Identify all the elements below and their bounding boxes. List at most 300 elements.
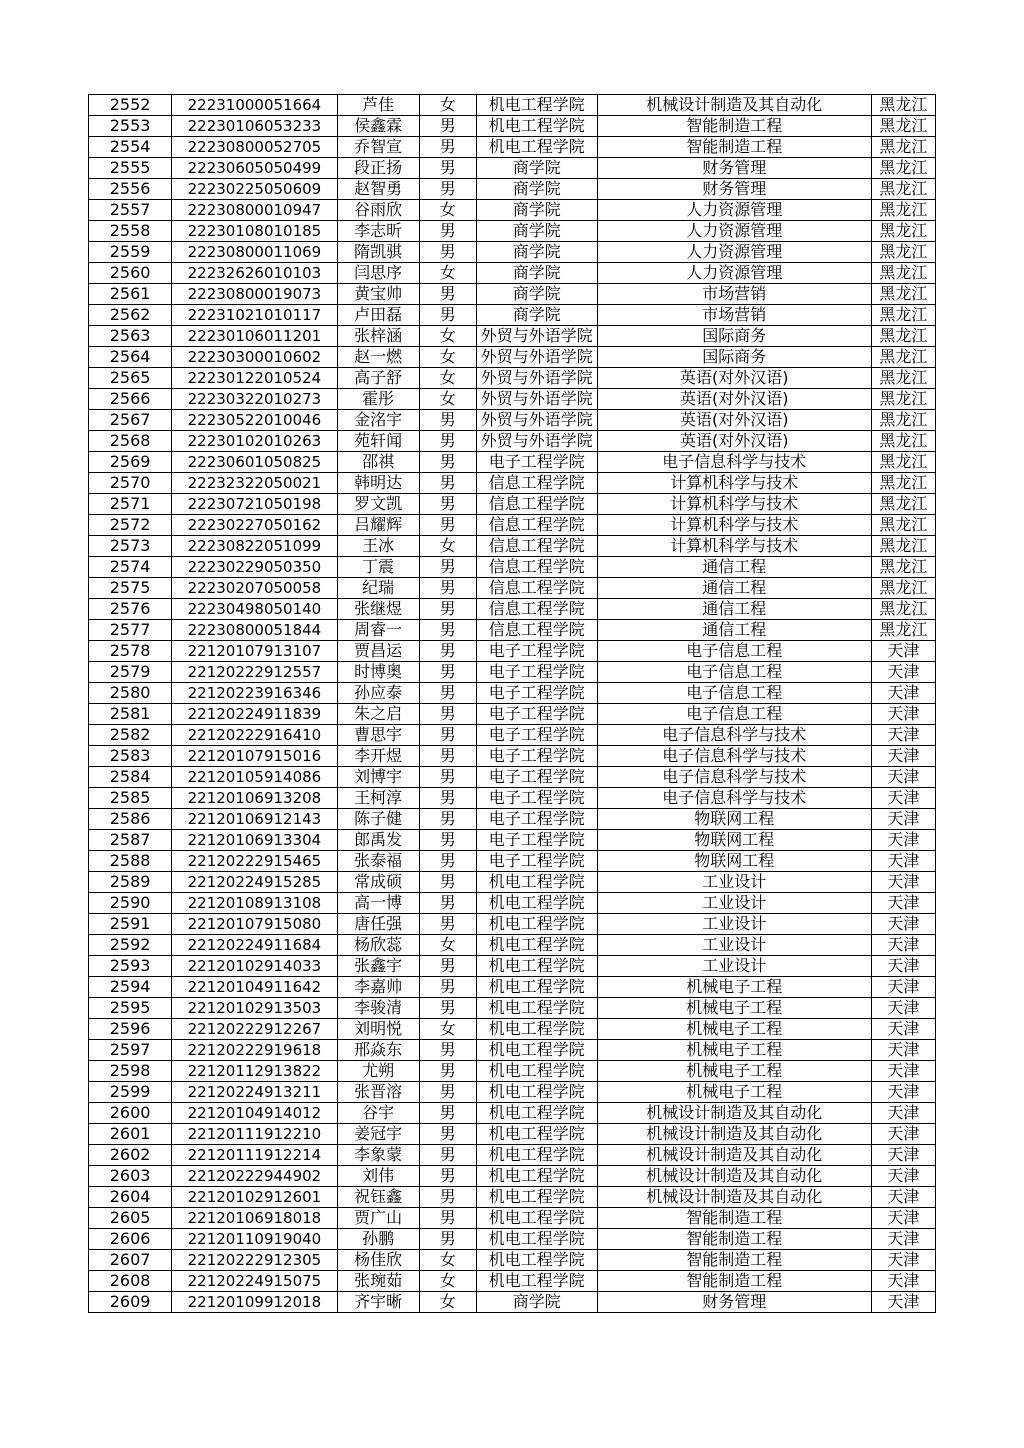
province-cell: 天津 xyxy=(871,641,935,662)
province-cell: 黑龙江 xyxy=(871,263,935,284)
college-cell: 机电工程学院 xyxy=(476,977,597,998)
table-row xyxy=(89,1208,936,1229)
student-name-cell: 贾广山 xyxy=(337,1208,419,1229)
province-cell: 天津 xyxy=(871,1145,935,1166)
college-cell: 机电工程学院 xyxy=(476,1208,597,1229)
gender-cell: 男 xyxy=(419,494,476,515)
student-name-cell: 常成硕 xyxy=(337,872,419,893)
row-number-cell: 2553 xyxy=(89,116,172,137)
major-cell: 工业设计 xyxy=(597,893,871,914)
exam-id-cell: 22120106913304 xyxy=(172,830,337,851)
row-number-cell: 2557 xyxy=(89,200,172,221)
college-cell: 机电工程学院 xyxy=(476,116,597,137)
college-cell: 电子工程学院 xyxy=(476,704,597,725)
student-name-cell: 罗文凯 xyxy=(337,494,419,515)
college-cell: 机电工程学院 xyxy=(476,893,597,914)
table-row xyxy=(89,410,936,431)
student-name-cell: 朱之启 xyxy=(337,704,419,725)
gender-cell: 女 xyxy=(419,1271,476,1292)
province-cell: 黑龙江 xyxy=(871,284,935,305)
row-number-cell: 2574 xyxy=(89,557,172,578)
student-name-cell: 赵一燃 xyxy=(337,347,419,368)
table-row xyxy=(89,683,936,704)
gender-cell: 男 xyxy=(419,725,476,746)
exam-id-cell: 22120111912214 xyxy=(172,1145,337,1166)
province-cell: 天津 xyxy=(871,1103,935,1124)
gender-cell: 男 xyxy=(419,767,476,788)
student-name-cell: 李志昕 xyxy=(337,221,419,242)
exam-id-cell: 22120105914086 xyxy=(172,767,337,788)
row-number-cell: 2576 xyxy=(89,599,172,620)
row-number-cell: 2586 xyxy=(89,809,172,830)
college-cell: 机电工程学院 xyxy=(476,872,597,893)
gender-cell: 男 xyxy=(419,977,476,998)
exam-id-cell: 22230721050198 xyxy=(172,494,337,515)
province-cell: 天津 xyxy=(871,662,935,683)
row-number-cell: 2562 xyxy=(89,305,172,326)
row-number-cell: 2579 xyxy=(89,662,172,683)
table-body xyxy=(89,95,936,1313)
gender-cell: 女 xyxy=(419,1292,476,1313)
college-cell: 电子工程学院 xyxy=(476,788,597,809)
college-cell: 机电工程学院 xyxy=(476,137,597,158)
province-cell: 黑龙江 xyxy=(871,347,935,368)
province-cell: 天津 xyxy=(871,935,935,956)
exam-id-cell: 22120112913822 xyxy=(172,1061,337,1082)
gender-cell: 男 xyxy=(419,1145,476,1166)
major-cell: 物联网工程 xyxy=(597,830,871,851)
province-cell: 黑龙江 xyxy=(871,305,935,326)
table-row xyxy=(89,998,936,1019)
college-cell: 电子工程学院 xyxy=(476,725,597,746)
province-cell: 黑龙江 xyxy=(871,326,935,347)
exam-id-cell: 22230229050350 xyxy=(172,557,337,578)
gender-cell: 男 xyxy=(419,914,476,935)
major-cell: 电子信息工程 xyxy=(597,641,871,662)
table-row xyxy=(89,137,936,158)
province-cell: 黑龙江 xyxy=(871,95,935,116)
student-name-cell: 纪瑞 xyxy=(337,578,419,599)
college-cell: 机电工程学院 xyxy=(476,1271,597,1292)
table-row xyxy=(89,599,936,620)
exam-id-cell: 22120223916346 xyxy=(172,683,337,704)
major-cell: 国际商务 xyxy=(597,326,871,347)
gender-cell: 男 xyxy=(419,956,476,977)
row-number-cell: 2575 xyxy=(89,578,172,599)
student-name-cell: 孙应泰 xyxy=(337,683,419,704)
province-cell: 天津 xyxy=(871,1208,935,1229)
college-cell: 机电工程学院 xyxy=(476,1082,597,1103)
student-name-cell: 杨欣蕊 xyxy=(337,935,419,956)
gender-cell: 男 xyxy=(419,704,476,725)
exam-id-cell: 22230800019073 xyxy=(172,284,337,305)
row-number-cell: 2578 xyxy=(89,641,172,662)
exam-id-cell: 22120111912210 xyxy=(172,1124,337,1145)
row-number-cell: 2566 xyxy=(89,389,172,410)
table-row xyxy=(89,1166,936,1187)
student-name-cell: 隋凯骐 xyxy=(337,242,419,263)
province-cell: 天津 xyxy=(871,956,935,977)
student-name-cell: 段正扬 xyxy=(337,158,419,179)
exam-id-cell: 22120106913208 xyxy=(172,788,337,809)
major-cell: 机械设计制造及其自动化 xyxy=(597,1124,871,1145)
student-name-cell: 王冰 xyxy=(337,536,419,557)
student-name-cell: 李骏清 xyxy=(337,998,419,1019)
row-number-cell: 2567 xyxy=(89,410,172,431)
gender-cell: 男 xyxy=(419,578,476,599)
table-row xyxy=(89,158,936,179)
student-name-cell: 周睿一 xyxy=(337,620,419,641)
major-cell: 人力资源管理 xyxy=(597,263,871,284)
row-number-cell: 2605 xyxy=(89,1208,172,1229)
province-cell: 天津 xyxy=(871,977,935,998)
table-row xyxy=(89,830,936,851)
student-name-cell: 邵祺 xyxy=(337,452,419,473)
exam-id-cell: 22120222912267 xyxy=(172,1019,337,1040)
major-cell: 英语(对外汉语) xyxy=(597,389,871,410)
gender-cell: 男 xyxy=(419,305,476,326)
exam-id-cell: 22120108913108 xyxy=(172,893,337,914)
table-row xyxy=(89,977,936,998)
college-cell: 电子工程学院 xyxy=(476,683,597,704)
student-name-cell: 杨佳欣 xyxy=(337,1250,419,1271)
exam-id-cell: 22230106011201 xyxy=(172,326,337,347)
exam-id-cell: 22120109912018 xyxy=(172,1292,337,1313)
gender-cell: 女 xyxy=(419,935,476,956)
table-row xyxy=(89,389,936,410)
table-row xyxy=(89,305,936,326)
college-cell: 机电工程学院 xyxy=(476,998,597,1019)
college-cell: 外贸与外语学院 xyxy=(476,410,597,431)
exam-id-cell: 22231021010117 xyxy=(172,305,337,326)
major-cell: 国际商务 xyxy=(597,347,871,368)
table-row xyxy=(89,1145,936,1166)
college-cell: 机电工程学院 xyxy=(476,1061,597,1082)
exam-id-cell: 22120222916410 xyxy=(172,725,337,746)
major-cell: 工业设计 xyxy=(597,935,871,956)
exam-id-cell: 22120104914012 xyxy=(172,1103,337,1124)
province-cell: 黑龙江 xyxy=(871,431,935,452)
gender-cell: 男 xyxy=(419,284,476,305)
province-cell: 黑龙江 xyxy=(871,221,935,242)
province-cell: 天津 xyxy=(871,746,935,767)
major-cell: 智能制造工程 xyxy=(597,1229,871,1250)
row-number-cell: 2555 xyxy=(89,158,172,179)
row-number-cell: 2563 xyxy=(89,326,172,347)
row-number-cell: 2601 xyxy=(89,1124,172,1145)
student-name-cell: 闫思序 xyxy=(337,263,419,284)
row-number-cell: 2588 xyxy=(89,851,172,872)
province-cell: 天津 xyxy=(871,1229,935,1250)
gender-cell: 男 xyxy=(419,830,476,851)
exam-id-cell: 22230106053233 xyxy=(172,116,337,137)
college-cell: 机电工程学院 xyxy=(476,1229,597,1250)
province-cell: 黑龙江 xyxy=(871,557,935,578)
row-number-cell: 2607 xyxy=(89,1250,172,1271)
college-cell: 信息工程学院 xyxy=(476,494,597,515)
student-name-cell: 贾昌运 xyxy=(337,641,419,662)
college-cell: 机电工程学院 xyxy=(476,956,597,977)
student-name-cell: 刘伟 xyxy=(337,1166,419,1187)
table-row xyxy=(89,851,936,872)
exam-id-cell: 22230800010947 xyxy=(172,200,337,221)
table-row xyxy=(89,368,936,389)
student-name-cell: 祝钰鑫 xyxy=(337,1187,419,1208)
major-cell: 人力资源管理 xyxy=(597,200,871,221)
gender-cell: 女 xyxy=(419,326,476,347)
exam-id-cell: 22120106918018 xyxy=(172,1208,337,1229)
major-cell: 人力资源管理 xyxy=(597,242,871,263)
row-number-cell: 2602 xyxy=(89,1145,172,1166)
province-cell: 黑龙江 xyxy=(871,536,935,557)
major-cell: 智能制造工程 xyxy=(597,1271,871,1292)
table-row xyxy=(89,1250,936,1271)
student-name-cell: 黄宝帅 xyxy=(337,284,419,305)
table-row xyxy=(89,914,936,935)
table-row xyxy=(89,494,936,515)
table-row xyxy=(89,1019,936,1040)
college-cell: 商学院 xyxy=(476,200,597,221)
college-cell: 信息工程学院 xyxy=(476,536,597,557)
row-number-cell: 2596 xyxy=(89,1019,172,1040)
major-cell: 电子信息科学与技术 xyxy=(597,452,871,473)
province-cell: 黑龙江 xyxy=(871,368,935,389)
gender-cell: 男 xyxy=(419,1187,476,1208)
gender-cell: 女 xyxy=(419,200,476,221)
province-cell: 天津 xyxy=(871,1040,935,1061)
college-cell: 外贸与外语学院 xyxy=(476,389,597,410)
gender-cell: 男 xyxy=(419,116,476,137)
student-name-cell: 乔智宣 xyxy=(337,137,419,158)
student-name-cell: 张鑫宇 xyxy=(337,956,419,977)
row-number-cell: 2570 xyxy=(89,473,172,494)
province-cell: 天津 xyxy=(871,788,935,809)
college-cell: 信息工程学院 xyxy=(476,578,597,599)
gender-cell: 男 xyxy=(419,179,476,200)
row-number-cell: 2569 xyxy=(89,452,172,473)
province-cell: 天津 xyxy=(871,872,935,893)
row-number-cell: 2580 xyxy=(89,683,172,704)
table-row xyxy=(89,1082,936,1103)
college-cell: 机电工程学院 xyxy=(476,914,597,935)
exam-id-cell: 22230207050058 xyxy=(172,578,337,599)
college-cell: 外贸与外语学院 xyxy=(476,347,597,368)
gender-cell: 男 xyxy=(419,473,476,494)
college-cell: 外贸与外语学院 xyxy=(476,431,597,452)
college-cell: 外贸与外语学院 xyxy=(476,326,597,347)
college-cell: 机电工程学院 xyxy=(476,1250,597,1271)
exam-id-cell: 22230800052705 xyxy=(172,137,337,158)
major-cell: 物联网工程 xyxy=(597,851,871,872)
exam-id-cell: 22230102010263 xyxy=(172,431,337,452)
row-number-cell: 2591 xyxy=(89,914,172,935)
college-cell: 电子工程学院 xyxy=(476,641,597,662)
student-name-cell: 张梓涵 xyxy=(337,326,419,347)
table-row xyxy=(89,767,936,788)
major-cell: 智能制造工程 xyxy=(597,1208,871,1229)
row-number-cell: 2560 xyxy=(89,263,172,284)
college-cell: 信息工程学院 xyxy=(476,599,597,620)
major-cell: 市场营销 xyxy=(597,305,871,326)
college-cell: 电子工程学院 xyxy=(476,746,597,767)
college-cell: 电子工程学院 xyxy=(476,662,597,683)
row-number-cell: 2592 xyxy=(89,935,172,956)
row-number-cell: 2599 xyxy=(89,1082,172,1103)
gender-cell: 男 xyxy=(419,599,476,620)
gender-cell: 男 xyxy=(419,557,476,578)
college-cell: 信息工程学院 xyxy=(476,515,597,536)
major-cell: 智能制造工程 xyxy=(597,116,871,137)
college-cell: 电子工程学院 xyxy=(476,767,597,788)
gender-cell: 男 xyxy=(419,683,476,704)
table-row xyxy=(89,893,936,914)
table-row xyxy=(89,221,936,242)
row-number-cell: 2604 xyxy=(89,1187,172,1208)
exam-id-cell: 22230605050499 xyxy=(172,158,337,179)
student-name-cell: 丁震 xyxy=(337,557,419,578)
row-number-cell: 2597 xyxy=(89,1040,172,1061)
exam-id-cell: 22120107915016 xyxy=(172,746,337,767)
gender-cell: 男 xyxy=(419,515,476,536)
province-cell: 天津 xyxy=(871,767,935,788)
major-cell: 机械设计制造及其自动化 xyxy=(597,1145,871,1166)
row-number-cell: 2603 xyxy=(89,1166,172,1187)
table-row xyxy=(89,557,936,578)
exam-id-cell: 22230322010273 xyxy=(172,389,337,410)
gender-cell: 男 xyxy=(419,242,476,263)
exam-id-cell: 22230122010524 xyxy=(172,368,337,389)
row-number-cell: 2581 xyxy=(89,704,172,725)
exam-id-cell: 22120222915465 xyxy=(172,851,337,872)
province-cell: 天津 xyxy=(871,1061,935,1082)
province-cell: 黑龙江 xyxy=(871,410,935,431)
province-cell: 黑龙江 xyxy=(871,494,935,515)
province-cell: 黑龙江 xyxy=(871,137,935,158)
gender-cell: 男 xyxy=(419,893,476,914)
exam-id-cell: 22230822051099 xyxy=(172,536,337,557)
major-cell: 电子信息科学与技术 xyxy=(597,767,871,788)
major-cell: 计算机科学与技术 xyxy=(597,494,871,515)
major-cell: 电子信息工程 xyxy=(597,704,871,725)
college-cell: 商学院 xyxy=(476,158,597,179)
gender-cell: 男 xyxy=(419,431,476,452)
exam-id-cell: 22120224915075 xyxy=(172,1271,337,1292)
gender-cell: 女 xyxy=(419,536,476,557)
major-cell: 财务管理 xyxy=(597,158,871,179)
major-cell: 工业设计 xyxy=(597,872,871,893)
gender-cell: 男 xyxy=(419,1166,476,1187)
student-name-cell: 刘明悦 xyxy=(337,1019,419,1040)
exam-id-cell: 22230227050162 xyxy=(172,515,337,536)
table-row xyxy=(89,1229,936,1250)
gender-cell: 男 xyxy=(419,158,476,179)
major-cell: 电子信息工程 xyxy=(597,683,871,704)
student-name-cell: 吕耀辉 xyxy=(337,515,419,536)
province-cell: 天津 xyxy=(871,683,935,704)
major-cell: 人力资源管理 xyxy=(597,221,871,242)
major-cell: 机械设计制造及其自动化 xyxy=(597,95,871,116)
table-row xyxy=(89,536,936,557)
student-name-cell: 邢焱东 xyxy=(337,1040,419,1061)
college-cell: 外贸与外语学院 xyxy=(476,368,597,389)
student-table xyxy=(88,94,936,1313)
major-cell: 计算机科学与技术 xyxy=(597,515,871,536)
gender-cell: 男 xyxy=(419,1082,476,1103)
college-cell: 机电工程学院 xyxy=(476,1166,597,1187)
exam-id-cell: 22120102914033 xyxy=(172,956,337,977)
table-row xyxy=(89,872,936,893)
province-cell: 天津 xyxy=(871,725,935,746)
row-number-cell: 2589 xyxy=(89,872,172,893)
table-row xyxy=(89,515,936,536)
student-name-cell: 侯鑫霖 xyxy=(337,116,419,137)
province-cell: 黑龙江 xyxy=(871,578,935,599)
province-cell: 天津 xyxy=(871,1124,935,1145)
exam-id-cell: 22120110919040 xyxy=(172,1229,337,1250)
gender-cell: 男 xyxy=(419,788,476,809)
table-row xyxy=(89,1061,936,1082)
row-number-cell: 2577 xyxy=(89,620,172,641)
table-row xyxy=(89,1187,936,1208)
gender-cell: 男 xyxy=(419,1040,476,1061)
table-row xyxy=(89,242,936,263)
row-number-cell: 2583 xyxy=(89,746,172,767)
major-cell: 电子信息工程 xyxy=(597,662,871,683)
table-row xyxy=(89,1040,936,1061)
college-cell: 商学院 xyxy=(476,263,597,284)
province-cell: 天津 xyxy=(871,1292,935,1313)
student-name-cell: 时博奥 xyxy=(337,662,419,683)
student-name-cell: 霍彤 xyxy=(337,389,419,410)
student-name-cell: 芦佳 xyxy=(337,95,419,116)
exam-id-cell: 22120104911642 xyxy=(172,977,337,998)
exam-id-cell: 22230800011069 xyxy=(172,242,337,263)
major-cell: 机械电子工程 xyxy=(597,1040,871,1061)
student-name-cell: 张晋溶 xyxy=(337,1082,419,1103)
province-cell: 天津 xyxy=(871,1187,935,1208)
table-row xyxy=(89,284,936,305)
table-row xyxy=(89,1124,936,1145)
college-cell: 机电工程学院 xyxy=(476,935,597,956)
exam-id-cell: 22120224915285 xyxy=(172,872,337,893)
row-number-cell: 2600 xyxy=(89,1103,172,1124)
major-cell: 财务管理 xyxy=(597,179,871,200)
province-cell: 天津 xyxy=(871,704,935,725)
row-number-cell: 2595 xyxy=(89,998,172,1019)
gender-cell: 男 xyxy=(419,410,476,431)
student-name-cell: 郎禹发 xyxy=(337,830,419,851)
row-number-cell: 2582 xyxy=(89,725,172,746)
major-cell: 通信工程 xyxy=(597,599,871,620)
college-cell: 电子工程学院 xyxy=(476,830,597,851)
province-cell: 黑龙江 xyxy=(871,242,935,263)
province-cell: 天津 xyxy=(871,851,935,872)
table-row xyxy=(89,95,936,116)
gender-cell: 男 xyxy=(419,851,476,872)
gender-cell: 男 xyxy=(419,641,476,662)
college-cell: 商学院 xyxy=(476,242,597,263)
college-cell: 机电工程学院 xyxy=(476,1103,597,1124)
major-cell: 电子信息科学与技术 xyxy=(597,788,871,809)
table-row xyxy=(89,935,936,956)
college-cell: 机电工程学院 xyxy=(476,1187,597,1208)
college-cell: 信息工程学院 xyxy=(476,473,597,494)
row-number-cell: 2571 xyxy=(89,494,172,515)
row-number-cell: 2594 xyxy=(89,977,172,998)
exam-id-cell: 22120222912557 xyxy=(172,662,337,683)
table-row xyxy=(89,347,936,368)
row-number-cell: 2554 xyxy=(89,137,172,158)
